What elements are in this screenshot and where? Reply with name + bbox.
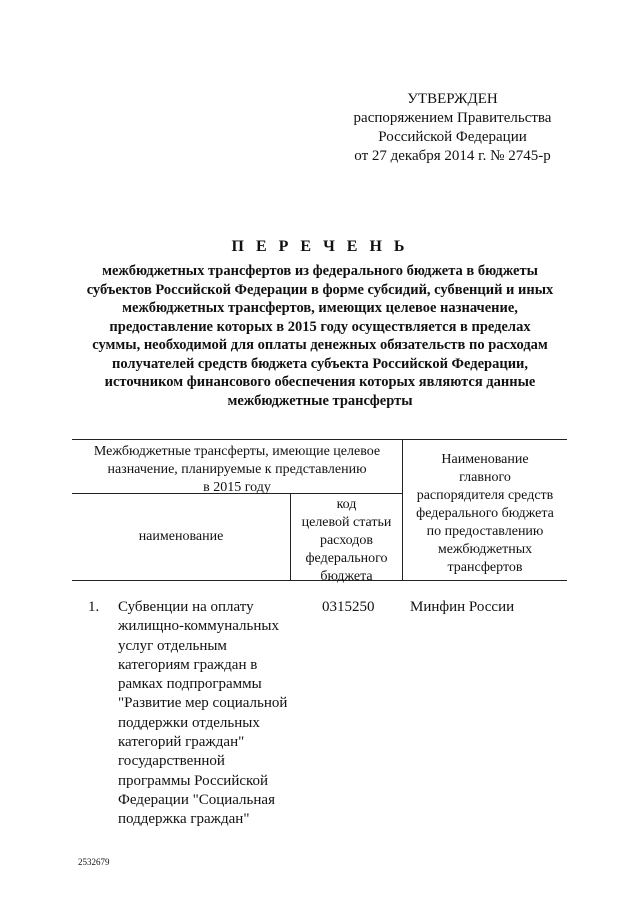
subtitle-line: источником финансового обеспечения которых являются данные — [104, 374, 536, 390]
row-name-line: услуг отдельным — [118, 637, 227, 654]
row-name-line: жилищно-коммунальных — [118, 618, 279, 635]
row-name-line: категориям граждан в — [118, 656, 258, 673]
row-name-line: "Развитие мер социальной — [118, 695, 288, 712]
col-header-code — [291, 496, 402, 586]
row-administrator: Минфин России — [410, 599, 515, 615]
col-header-admin-line: по предоставлению — [426, 524, 544, 539]
subtitle-line: предоставление которых в 2015 году осуществляется в пределах — [109, 318, 531, 335]
row-name-line: государственной — [118, 753, 225, 770]
document-subtitle — [70, 262, 570, 410]
col-header-admin-line: трансфертов — [447, 560, 523, 575]
table-top-rule — [72, 439, 567, 440]
document-title: П Е Р Е Ч Е Н Ь — [231, 238, 409, 255]
group-header-line: назначение, планируемые к представлению — [107, 462, 367, 477]
col-header-admin-line: федерального бюджета — [416, 506, 554, 521]
group-header-line: в 2015 году — [203, 480, 271, 495]
col-header-administrator — [403, 451, 567, 577]
subtitle-line: получателей средств бюджета субъекта Российской Федерации, — [111, 355, 529, 372]
subtitle-line: субъектов Российской Федерации в форме субсидий, субвенций и иных — [86, 281, 554, 298]
col-header-name: наименование — [138, 529, 224, 544]
approval-stamp — [345, 90, 560, 166]
subtitle-line: суммы, необходимой для оплаты денежных обязательств по расходам — [92, 337, 548, 353]
document-id: 2532679 — [78, 857, 110, 867]
col-header-code-line: целевой статьи — [301, 515, 392, 530]
row-name — [118, 598, 288, 830]
col-header-admin-line: межбюджетных — [437, 542, 533, 557]
row-name-line: категорий граждан" — [118, 734, 245, 751]
col-header-code-line: код — [336, 497, 357, 512]
col-header-admin-line: главного — [459, 470, 511, 485]
col-header-admin-line: Наименование — [441, 452, 529, 467]
row-name-line: Федерации "Социальная — [118, 791, 275, 808]
col-header-code-line: бюджета — [320, 569, 373, 584]
row-code: 0315250 — [322, 599, 375, 615]
subtitle-line: межбюджетных трансфертов, имеющих целевое назначение, — [122, 300, 518, 316]
row-name-line: рамках подпрограммы — [118, 676, 262, 693]
col-header-code-line: расходов — [319, 533, 374, 548]
subtitle-line: межбюджетных трансфертов из федерального бюджета в бюджеты — [102, 263, 538, 279]
approval-line: Российской Федерации — [378, 129, 527, 145]
row-name-line: программы Российской — [118, 772, 269, 789]
group-header — [76, 443, 398, 497]
row-name-line: Субвенции на оплату — [118, 599, 254, 615]
approval-line: распоряжением Правительства — [353, 110, 552, 126]
row-number: 1. — [88, 599, 100, 615]
row-name-line: поддержка граждан" — [118, 811, 250, 828]
row-name-line: поддержки отдельных — [118, 714, 260, 731]
col-header-admin-line: распорядителя средств — [416, 488, 554, 503]
group-header-line: Межбюджетные трансферты, имеющие целевое — [93, 444, 381, 459]
subtitle-line: межбюджетные трансферты — [227, 392, 413, 409]
approval-line: от 27 декабря 2014 г. № 2745-р — [354, 148, 551, 164]
col-header-code-line: федерального — [305, 551, 388, 566]
approval-line: УТВЕРЖДЕН — [407, 91, 498, 107]
